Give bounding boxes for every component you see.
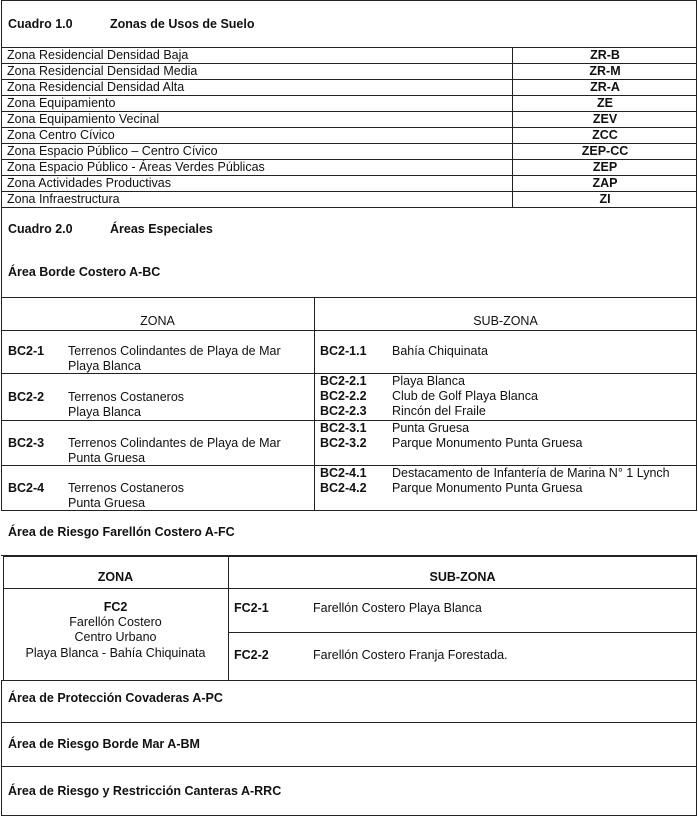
zone-row bbox=[2, 80, 696, 96]
bc-subzona-code: BC2-2.3 bbox=[320, 404, 367, 418]
zone-row bbox=[2, 48, 696, 64]
farellon-title: Área de Riesgo Farellón Costero A-FC bbox=[8, 525, 235, 539]
zone-code: ZEP bbox=[592, 160, 618, 174]
fc-zona-line: Playa Blanca - Bahía Chiquinata bbox=[25, 646, 206, 660]
area-riesgo-canteras: Área de Riesgo y Restricción Canteras A-RRC bbox=[8, 784, 282, 798]
cuadro-1-title: Zonas de Usos de Suelo bbox=[110, 17, 255, 31]
zone-name: Zona Espacio Público – Centro Cívico bbox=[7, 144, 218, 158]
fc-col-subzona: SUB-ZONA bbox=[429, 570, 496, 584]
zone-name: Zona Centro Cívico bbox=[7, 128, 115, 142]
cuadro-2-label: Cuadro 2.0 bbox=[8, 222, 73, 236]
zone-row bbox=[2, 112, 696, 128]
bc-subzona-name: Punta Gruesa bbox=[392, 421, 470, 435]
zone-code: ZR-A bbox=[590, 80, 620, 94]
fc-zona-code: FC2 bbox=[103, 600, 128, 614]
bc-subzona-code: BC2-2.1 bbox=[320, 374, 367, 388]
fc-sub-code: FC2-1 bbox=[234, 601, 269, 615]
bc-subzona-name: Club de Golf Playa Blanca bbox=[392, 389, 538, 403]
fc-sub-name: Farellón Costero Playa Blanca bbox=[313, 601, 482, 615]
zone-row bbox=[2, 192, 696, 208]
bc-zona-code: BC2-1 bbox=[8, 344, 45, 358]
bc-subzona-name: Bahía Chiquinata bbox=[392, 344, 488, 358]
cuadro-2-title: Áreas Especiales bbox=[110, 222, 213, 236]
bc-zona-name: Punta Gruesa bbox=[68, 496, 146, 510]
fc-sub-name: Farellón Costero Franja Forestada. bbox=[313, 648, 508, 662]
zone-code: ZR-M bbox=[589, 64, 621, 78]
bc-zona-name: Terrenos Colindantes de Playa de Mar bbox=[68, 435, 281, 450]
cuadro-1-label: Cuadro 1.0 bbox=[8, 17, 73, 31]
bc-subzona-name: Parque Monumento Punta Gruesa bbox=[392, 481, 583, 495]
bc-zona-name: Punta Gruesa bbox=[68, 450, 146, 465]
bc-zona-code: BC2-4 bbox=[8, 481, 45, 495]
zone-name: Zona Actividades Productivas bbox=[7, 176, 171, 190]
zone-row bbox=[2, 128, 696, 144]
bc-subzona-code: BC2-3.2 bbox=[320, 436, 367, 450]
zone-code: ZI bbox=[599, 192, 611, 206]
zone-row bbox=[2, 176, 696, 192]
zone-row bbox=[2, 64, 696, 80]
bc-zona-name: Terrenos Costaneros bbox=[68, 389, 185, 404]
zone-code: ZE bbox=[597, 96, 613, 110]
bc-col-subzona: SUB-ZONA bbox=[473, 314, 538, 328]
zone-name: Zona Residencial Densidad Media bbox=[7, 64, 198, 78]
zone-name: Zona Residencial Densidad Alta bbox=[7, 80, 185, 94]
zone-code: ZCC bbox=[592, 128, 618, 142]
borde-costero-title: Área Borde Costero A-BC bbox=[8, 265, 161, 279]
zone-code: ZAP bbox=[592, 176, 618, 190]
fc-zona-line: Centro Urbano bbox=[74, 630, 157, 644]
bc-zona-name: Terrenos Colindantes de Playa de Mar bbox=[68, 344, 281, 358]
zone-row bbox=[2, 160, 696, 176]
zone-name: Zona Equipamiento bbox=[7, 96, 116, 110]
bc-subzona-code: BC2-1.1 bbox=[320, 344, 367, 358]
bc-zona-name: Playa Blanca bbox=[68, 359, 141, 373]
zone-code: ZEP-CC bbox=[581, 144, 629, 158]
bc-subzona-code: BC2-4.1 bbox=[320, 466, 367, 480]
bc-zona-name: Terrenos Costaneros bbox=[68, 481, 185, 495]
zone-row bbox=[2, 144, 696, 160]
bc-subzona-name: Parque Monumento Punta Gruesa bbox=[392, 436, 583, 450]
area-proteccion-covaderas: Área de Protección Covaderas A-PC bbox=[8, 691, 223, 705]
bc-subzona-code: BC2-2.2 bbox=[320, 389, 367, 403]
bc-zona-code: BC2-3 bbox=[8, 435, 45, 450]
bc-zona-code: BC2-2 bbox=[8, 389, 45, 404]
fc-col-zona: ZONA bbox=[97, 570, 134, 584]
area-riesgo-borde-mar: Área de Riesgo Borde Mar A-BM bbox=[8, 737, 200, 751]
bc-subzona-name: Rincón del Fraile bbox=[392, 404, 486, 418]
bc-zona-name: Playa Blanca bbox=[68, 404, 141, 419]
zone-name: Zona Infraestructura bbox=[7, 192, 120, 206]
fc-sub-code: FC2-2 bbox=[234, 648, 269, 662]
bc-subzona-code: BC2-3.1 bbox=[320, 421, 367, 435]
zone-name: Zona Equipamiento Vecinal bbox=[7, 112, 160, 126]
zone-code: ZR-B bbox=[590, 48, 620, 62]
bc-subzona-name: Destacamento de Infantería de Marina N° 1 Lynch bbox=[392, 466, 670, 480]
zone-row bbox=[2, 96, 696, 112]
zone-code: ZEV bbox=[592, 112, 618, 126]
zone-name: Zona Residencial Densidad Baja bbox=[7, 48, 189, 62]
bc-subzona-code: BC2-4.2 bbox=[320, 481, 367, 495]
zone-name: Zona Espacio Público - Áreas Verdes Públicas bbox=[7, 160, 265, 174]
bc-col-zona: ZONA bbox=[140, 314, 175, 328]
fc-zona-line: Farellón Costero bbox=[69, 615, 162, 629]
bc-subzona-name: Playa Blanca bbox=[392, 374, 465, 388]
